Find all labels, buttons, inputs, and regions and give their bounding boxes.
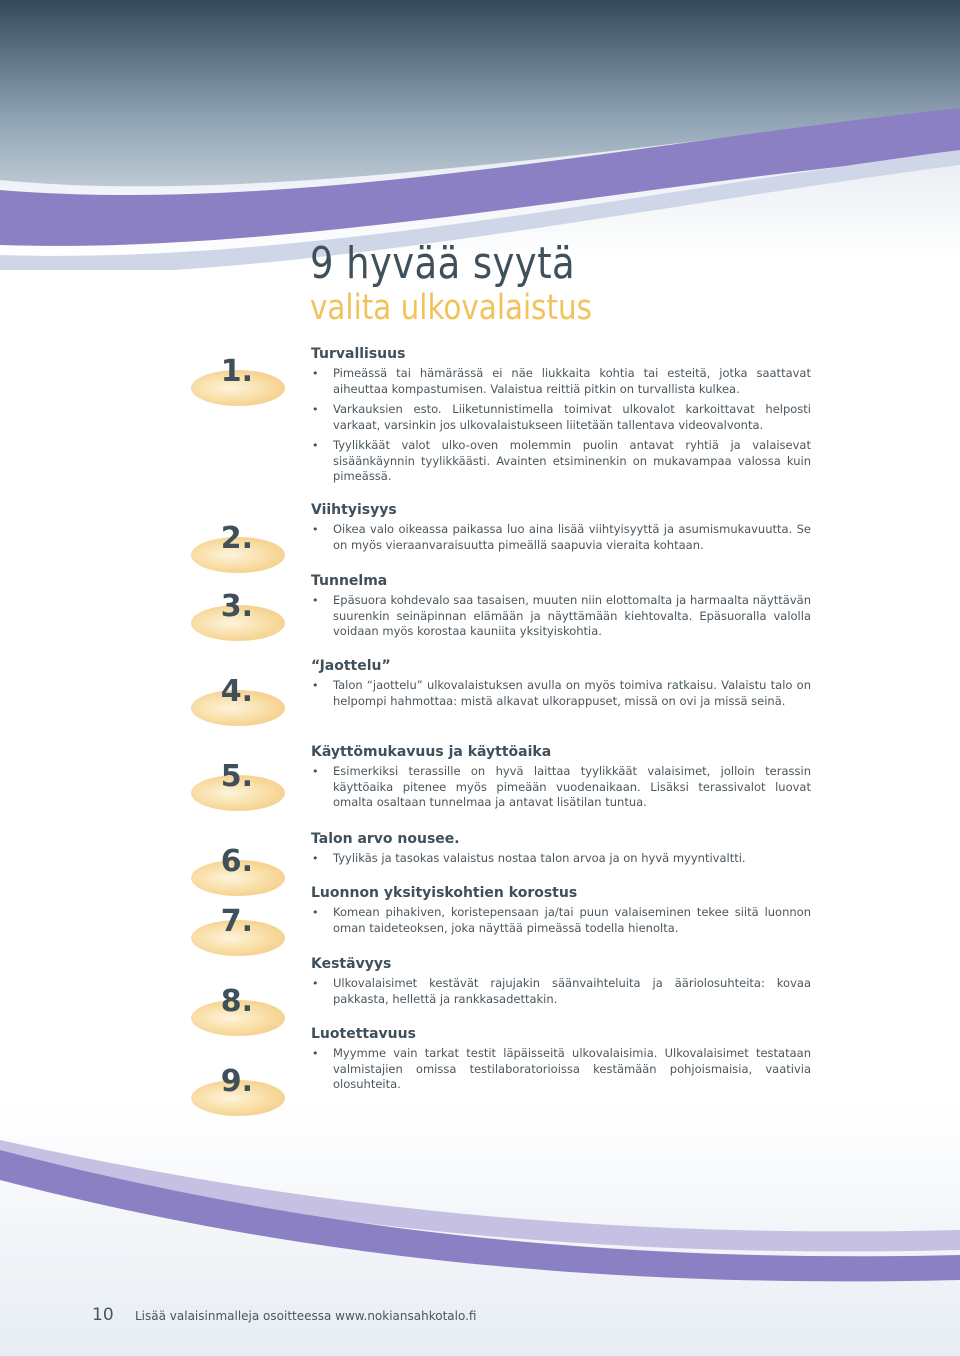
number-label: 3.: [220, 589, 253, 624]
bullet-item: • Ulkovalaisimet kestävät rajujakin säänvaihteluita ja ääriolosuhteita: kovaa pakkasta, hellettä ja rankkasadettakin.: [311, 976, 811, 1007]
section-heading: Tunnelma: [311, 573, 388, 589]
bullet-item: • Varkauksien esto. Liiketunnistimella toimivat ulkovalot karkoittavat helposti varkaat, varsinkin jos ulkovalaistukseen liitetään tallentava videovalvonta.: [311, 402, 811, 433]
section-heading: “Jaottelu”: [311, 658, 391, 674]
number-label: 7.: [220, 904, 253, 939]
bullet-list: [311, 522, 811, 553]
number-badge-6: [191, 844, 285, 896]
section-kestavyys: [311, 955, 811, 1012]
number-badge-1: [191, 354, 285, 406]
section-heading: Käyttömukavuus ja käyttöaika: [311, 744, 552, 760]
footer-text: Lisää valaisinmalleja osoitteessa www.nokiansahkotalo.fi: [135, 1309, 477, 1323]
number-badge-5: [191, 759, 285, 811]
section-viihtyisyys: [311, 501, 811, 558]
section-heading: Talon arvo nousee.: [311, 831, 460, 847]
bullet-item: • Komean pihakiven, koristepensaan ja/tai puun valaiseminen tekee siitä luonnon oman taideteoksen, joka näyttää pimeässä todella hienolta.: [311, 905, 811, 936]
number-label: 6.: [220, 844, 253, 879]
number-badge-4: [191, 674, 285, 726]
number-label: 8.: [220, 984, 253, 1019]
section-kayttomukavuus: [311, 743, 811, 816]
bullet-item: • Oikea valo oikeassa paikassa luo aina lisää viihtyisyyttä ja asumismukavuutta. Se on myös vieraanvaraisuutta pimeällä saapuvia vieraita kohtaan.: [311, 522, 811, 553]
number-badge-2: [191, 521, 285, 573]
bullet-list: [311, 678, 811, 709]
bullet-item: • Tyylikäs ja tasokas valaistus nostaa talon arvoa ja on hyvä myyntivaltti.: [311, 851, 811, 867]
section-heading: Luonnon yksityiskohtien korostus: [311, 885, 578, 901]
bullet-item: • Myymme vain tarkat testit läpäisseitä ulkovalaisimia. Ulkovalaisimet testataan valmistajien omissa testilaboratorioissa kestämään pohjoismaisia, vaativia olosuhteita.: [311, 1046, 811, 1093]
bullet-item: • Epäsuora kohdevalo saa tasaisen, muuten niin elottomalta ja harmaalta näyttävän suurenkin seinäpinnan elämään ja näyttämään kiehtovalta. Epäsuoralla valolla voidaan myös korostaa kauniita yksityiskohtia.: [311, 593, 811, 640]
bullet-list: [311, 1046, 811, 1093]
section-heading: Kestävyys: [311, 956, 392, 972]
section-talon-arvo: [311, 830, 811, 872]
bullet-item: • Talon “jaottelu” ulkovalaistuksen avulla on myös toimiva ratkaisu. Valaistu talo on helpompi hahmottaa: mistä alkavat ulkorappuset, missä on ovi ja missä seinä.: [311, 678, 811, 709]
number-badge-3: [191, 589, 285, 641]
section-jaottelu: [311, 657, 811, 714]
bullet-list: [311, 851, 811, 867]
number-label: 1.: [220, 354, 253, 389]
page-subtitle: valita ulkovalaistus: [310, 288, 592, 328]
bullet-item: • Esimerkiksi terassille on hyvä laittaa tyylikkäät valaisimet, jolloin terassin käyttöaika pitenee myös pimeään vuodenaikaan. Lisäksi terassivalot luovat omalta osaltaan tunnelmaa ja antavat lisätilan tuntua.: [311, 764, 811, 811]
number-badge-8: [191, 984, 285, 1036]
bullet-list: [311, 976, 811, 1007]
number-badge-7: [191, 904, 285, 956]
number-label: 2.: [220, 521, 253, 556]
number-label: 9.: [220, 1064, 253, 1099]
number-badge-9: [191, 1064, 285, 1116]
number-label: 4.: [220, 674, 253, 709]
bullet-item: • Pimeässä tai hämärässä ei näe liukkaita kohtia tai esteitä, jotka saattavat aiheuttaa kompastumisen. Valaistua reittiä pitkin on turvallista kulkea.: [311, 366, 811, 397]
bullet-list: [311, 905, 811, 936]
bullet-list: [311, 764, 811, 811]
page-title: 9 hyvää syytä: [310, 238, 576, 289]
section-tunnelma: [311, 572, 811, 645]
section-luonnon-yksityiskohdat: [311, 884, 811, 941]
section-luotettavuus: [311, 1025, 811, 1098]
bullet-list: [311, 366, 811, 485]
bullet-list: [311, 593, 811, 640]
section-heading: Viihtyisyys: [311, 502, 397, 518]
section-heading: Turvallisuus: [311, 346, 406, 362]
number-label: 5.: [220, 759, 253, 794]
page-number: 10: [92, 1305, 114, 1325]
bullet-item: • Tyylikkäät valot ulko-oven molemmin puolin antavat ryhtiä ja valaisevat sisäänkäynnin tyylikkäästi. Avainten etsiminenkin on mukavampaa valossa kuin pimeässä.: [311, 438, 811, 485]
section-heading: Luotettavuus: [311, 1026, 416, 1042]
section-turvallisuus: [311, 345, 811, 490]
